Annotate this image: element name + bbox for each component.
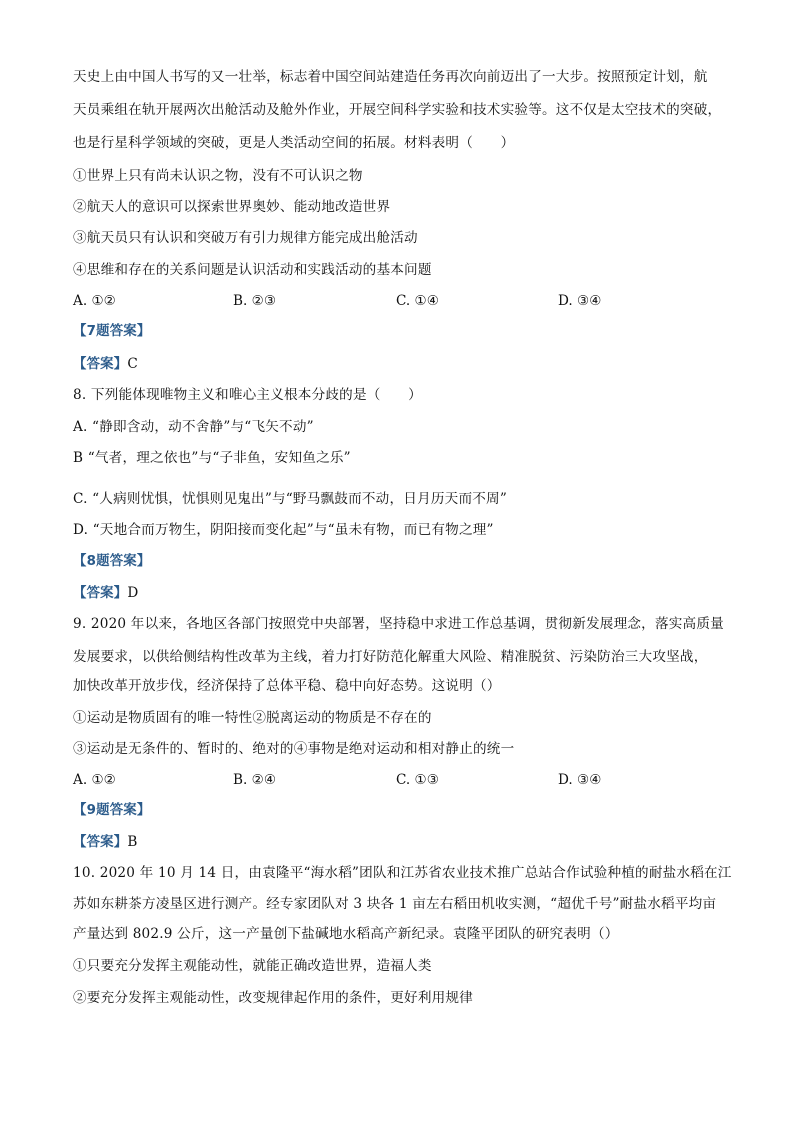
q7-answer: [73, 355, 138, 374]
q8-choice-c: C. “人病则忧惧，忧惧则见鬼出”与“野马飘鼓而不动，日月历天而不周”: [73, 491, 507, 507]
q6-statement-4: ④思维和存在的关系问题是认识活动和实践活动的基本问题: [73, 262, 432, 278]
q8-answer: [73, 584, 138, 603]
q6-option-b: B. ②③: [233, 293, 277, 309]
q8-choice-d: D. “天地合而万物生，阴阳接而变化起”与“虽未有物，而已有物之理”: [73, 522, 494, 538]
q8-answer-label: 【答案】: [73, 586, 128, 601]
q10-stem-line-3: 产量达到 802.9 公斤，这一产量创下盐碱地水稻高产新纪录。袁隆平团队的研究表明（）: [73, 926, 619, 942]
q6-option-d: D. ③④: [558, 293, 602, 309]
q9-statement-2: ③运动是无条件的、暂时的、绝对的④事物是绝对运动和相对静止的统一: [73, 741, 515, 757]
q9-answer-value: B: [127, 834, 138, 850]
q6-option-c: C. ①④: [396, 293, 439, 309]
q9-answer-label: 【答案】: [73, 835, 128, 850]
q8-answer-value: D: [127, 585, 139, 601]
q9-option-d: D. ③④: [558, 772, 602, 788]
q8-choice-b: B “气者，理之依也”与“子非鱼，安知鱼之乐”: [73, 450, 351, 466]
q9-stem-line-1: 9. 2020 年以来，各地区各部门按照党中央部署，坚持稳中求进工作总基调，贯彻新发展理念，落实高质量: [73, 616, 724, 632]
q7-answer-label: 【答案】: [73, 357, 128, 372]
q7-answer-value: C: [127, 356, 138, 372]
q8-answer-header: 【8题答案】: [73, 554, 151, 569]
q9-option-b: B. ②④: [233, 772, 277, 788]
q6-statement-1: ①世界上只有尚未认识之物，没有不可认识之物: [73, 168, 363, 184]
q10-statement-2: ②要充分发挥主观能动性，改变规律起作用的条件，更好利用规律: [73, 990, 474, 1006]
q10-stem-line-1: 10. 2020 年 10 月 14 日，由袁隆平“海水稻”团队和江苏省农业技术推广总站合作试验种植的耐盐水稻在江: [73, 865, 732, 881]
q6-option-a: A. ①②: [73, 293, 116, 309]
q6-stem-line-1: 天史上由中国人书写的又一壮举，标志着中国空间站建造任务再次向前迈出了一大步。按照预定计划，航: [73, 69, 708, 85]
q8-stem: 8. 下列能体现唯物主义和唯心主义根本分歧的是（ ）: [73, 387, 422, 403]
q9-option-a: A. ①②: [73, 772, 116, 788]
q6-statement-3: ③航天员只有认识和突破万有引力规律方能完成出舱活动: [73, 230, 418, 246]
q6-statement-2: ②航天人的意识可以探索世界奥妙、能动地改造世界: [73, 199, 391, 215]
q9-stem-line-3: 加快改革开放步伐，经济保持了总体平稳、稳中向好态势。这说明（）: [73, 678, 501, 694]
q8-choice-a: A. “静即含动，动不舍静”与“飞矢不动”: [73, 419, 314, 435]
q9-stem-line-2: 发展要求，以供给侧结构性改革为主线，着力打好防范化解重大风险、精准脱贫、污染防治三大攻坚战，: [73, 649, 708, 665]
q6-stem-line-3: 也是行星科学领域的突破，更是人类活动空间的拓展。材料表明（ ）: [73, 135, 515, 151]
q7-answer-header: 【7题答案】: [73, 324, 151, 339]
q6-stem-line-2: 天员乘组在轨开展两次出舱活动及舱外作业，开展空间科学实验和技术实验等。这不仅是太空技术的突破，: [73, 102, 722, 118]
q10-statement-1: ①只要充分发挥主观能动性，就能正确改造世界，造福人类: [73, 958, 432, 974]
q9-answer: [73, 833, 138, 852]
q9-answer-header: 【9题答案】: [73, 803, 151, 818]
q9-option-c: C. ①③: [396, 772, 439, 788]
q10-stem-line-2: 苏如东耕茶方凌垦区进行测产。经专家团队对 3 块各 1 亩左右稻田机收实测，“超优千号”耐盐水稻平均亩: [73, 896, 717, 912]
q9-statement-1: ①运动是物质固有的唯一特性②脱离运动的物质是不存在的: [73, 710, 432, 726]
